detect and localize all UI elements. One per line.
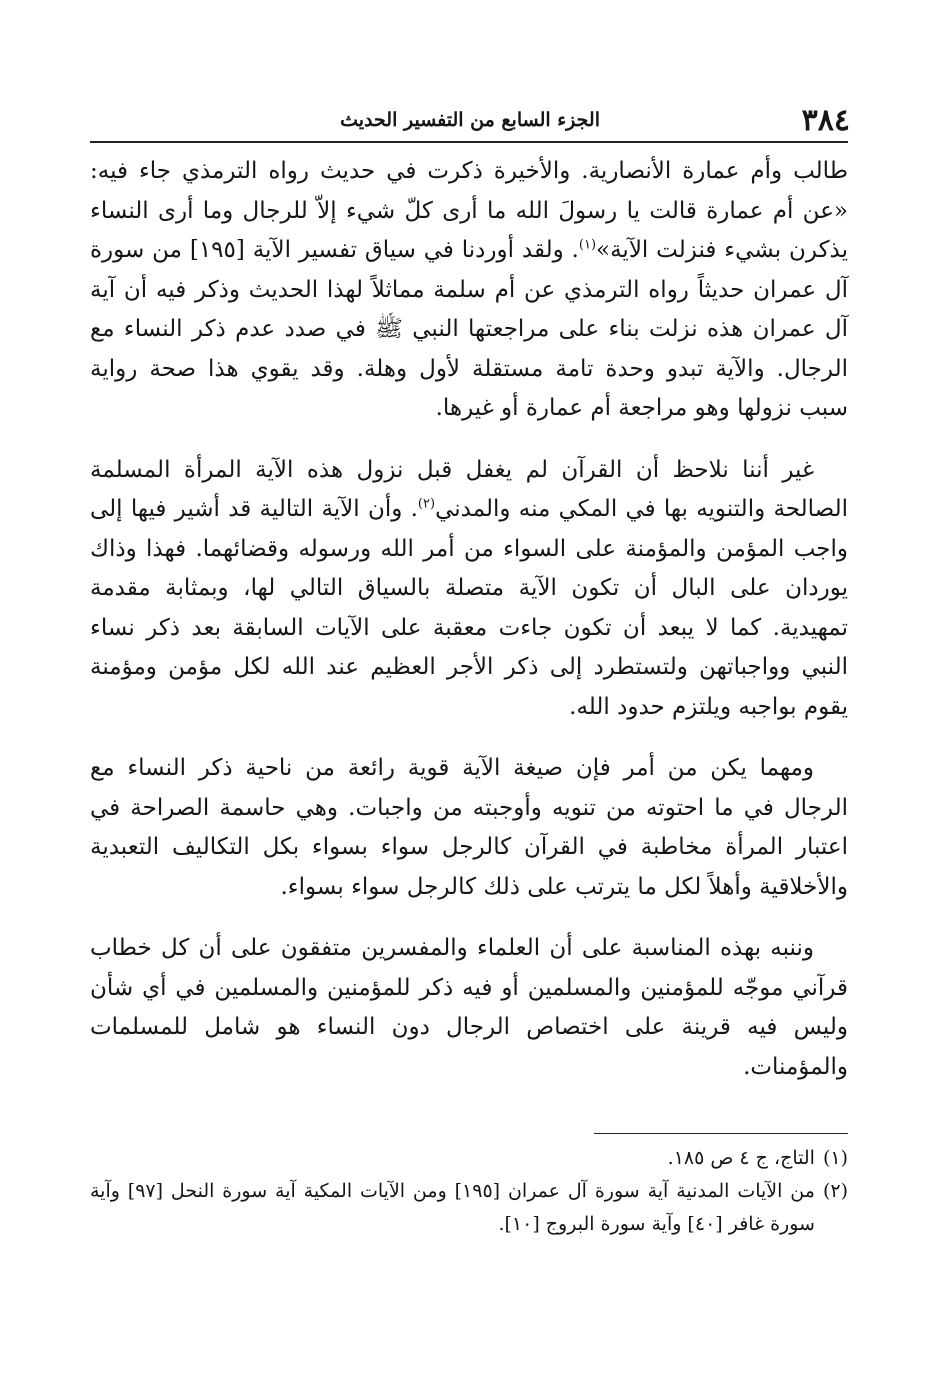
- paragraph-text: وننبه بهذه المناسبة على أن العلماء والمفسرين متفقون على أن كل خطاب قرآني موجّه للمؤمنين والمسلمين أو فيه ذكر للمؤمنين والمسلمين في أي شأن وليس فيه قرينة على اختصاص الرجال دون النساء هو شامل للمسلمات والمؤمنات.: [90, 935, 848, 1080]
- paragraph: [90, 929, 848, 1087]
- page-number: ٣٨٤: [801, 103, 850, 138]
- paragraph: [90, 152, 848, 429]
- paragraph-text: غير أننا نلاحظ أن القرآن لم يغفل قبل نزول هذه الآية المرأة المسلمة الصالحة والتنويه بها في المكي منه والمدني: [90, 456, 848, 522]
- footnote-rule: [594, 1133, 848, 1134]
- paragraph: [90, 451, 848, 728]
- paragraph-text: طالب وأم عمارة الأنصارية. والأخيرة ذكرت في حديث رواه الترمذي جاء فيه: «عن أم عمارة قالت يا رسولَ الله ما أرى كلّ شيء إلاّ للرجال وما أرى النساء يذكرن بشيء فنزلت الآية»: [90, 158, 849, 263]
- footnote-marker: (١): [822, 1147, 848, 1169]
- footnote-item: [90, 1175, 848, 1241]
- paragraph-gap: [90, 907, 848, 929]
- footnote-item: [90, 1142, 848, 1175]
- footnotes: [90, 1142, 848, 1241]
- paragraph-text: . وأن الآية التالية قد أشير فيها إلى واجب المؤمن والمؤمنة على السواء من أمر الله ورسوله وقضائهما. فهذا وذاك يوردان على البال أن تكون الآية متصلة بالسياق التالي لها، وبمثابة مقدمة تمهيدية. كما لا يبعد أن تكون جاءت معقبة على الآيات السابقة بعد ذكر نساء النبي وواجباتهن ولتستطرد إلى ذكر الأجر العظيم عند الله لكل مؤمن ومؤمنة يقوم بواجبه ويلتزم حدود الله.: [90, 496, 848, 720]
- footnote-ref: (٢): [417, 496, 436, 512]
- footnote-ref: (١): [578, 237, 597, 253]
- page-header: [90, 100, 850, 142]
- paragraph-gap: [90, 727, 848, 749]
- paragraph-text: . ولقد أوردنا في سياق تفسير الآية [١٩٥] من سورة آل عمران حديثاً رواه الترمذي عن أم سلمة مماثلاً لهذا الحديث وذكر فيه أن آية آل عمران هذه نزلت بناء على مراجعتها النبي ﷺ في صدد عدم ذكر النساء مع الرجال. والآية تبدو وحدة تامة مستقلة لأول وهلة. وقد يقوي هذا صحة رواية سبب نزولها وهو مراجعة أم عمارة أو غيرها.: [90, 237, 848, 421]
- paragraph-gap: [90, 429, 848, 451]
- paragraph-text: ومهما يكن من أمر فإن صيغة الآية قوية رائعة من ناحية ذكر النساء مع الرجال في ما احتوته من تنويه وأوجبته من واجبات. وهي حاسمة الصراحة في اعتبار المرأة مخاطبة في القرآن كالرجل سواء بسواء بكل التكاليف التعبدية والأخلاقية وأهلاً لكل ما يترتب على ذلك كالرجل سواء بسواء.: [90, 755, 848, 900]
- header-rule: [90, 141, 848, 143]
- footnote-text: من الآيات المدنية آية سورة آل عمران [١٩٥] ومن الآيات المكية آية سورة النحل [٩٧] وآية سورة غافر [٤٠] وآية سورة البروج [١٠].: [90, 1180, 815, 1235]
- footnote-marker: (٢): [822, 1180, 848, 1202]
- body-text: [90, 152, 848, 1087]
- footnote-text: التاج، ج ٤ ص ١٨٥.: [667, 1147, 815, 1169]
- paragraph: [90, 749, 848, 907]
- running-title: الجزء السابع من التفسير الحديث: [340, 109, 600, 131]
